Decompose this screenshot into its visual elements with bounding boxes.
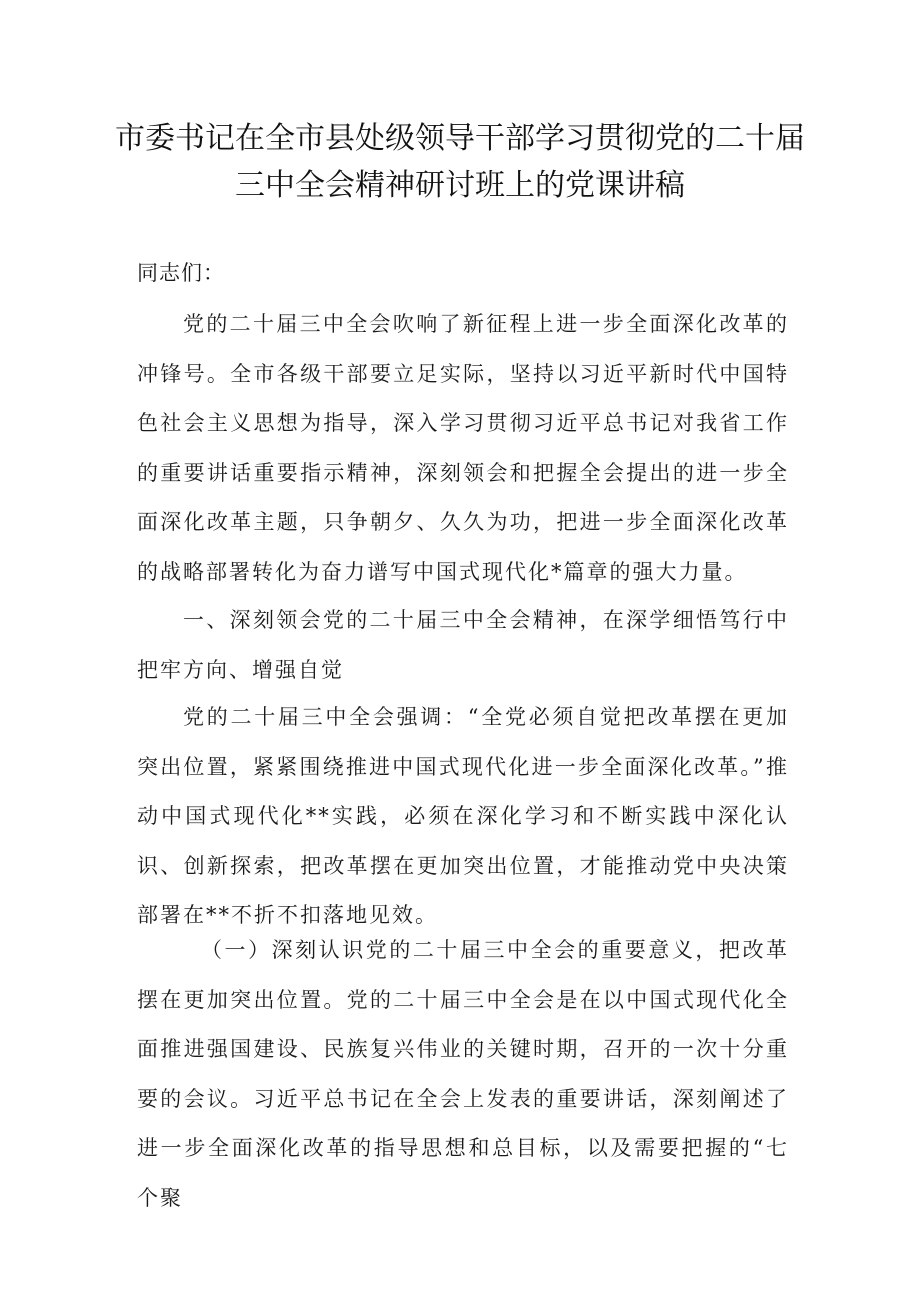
paragraph-subsection-1: （一）深刻认识党的二十届三中全会的重要意义，把改革摆在更加突出位置。党的二十届三中全会是在以中国式现代化全面推进强国建设、民族复兴伟业的关键时期，召开的一次十分重要的会议。习近平总书记在全会上发表的重要讲话，深刻阐述了进一步全面深化改革的指导思想和总目标，以及需要把握的“七个聚 <box>137 938 789 1210</box>
paragraph-intro: 党的二十届三中全会吹响了新征程上进一步全面深化改革的冲锋号。全市各级干部要立足实际，坚持以习近平新时代中国特色社会主义思想为指导，深入学习贯彻习近平总书记对我省工作的重要讲话重要指示精神，深刻领会和把握全会提出的进一步全面深化改革主题，只争朝夕、久久为功，把进一步全面深化改革的战略部署转化为奋力谱写中国式现代化*篇章的强大力量。 <box>137 312 789 584</box>
document-title-line-1: 市委书记在全市县处级领导干部学习贯彻党的二十届 <box>115 121 805 156</box>
document-title-line-2: 三中全会精神研讨班上的党课讲稿 <box>235 168 685 203</box>
paragraph-section-1: 党的二十届三中全会强调：“全党必须自觉把改革摆在更加突出位置，紧紧围绕推进中国式现代化进一步全面深化改革。”推动中国式现代化**实践，必须在深化学习和不断实践中深化认识、创新探索，把改革摆在更加突出位置，才能推动党中央决策部署在**不折不扣落地见效。 <box>137 705 789 927</box>
section-heading-1: 一、深刻领会党的二十届三中全会精神，在深学细悟笃行中把牢方向、增强自觉 <box>137 608 789 682</box>
salutation: 同志们： <box>137 261 225 285</box>
